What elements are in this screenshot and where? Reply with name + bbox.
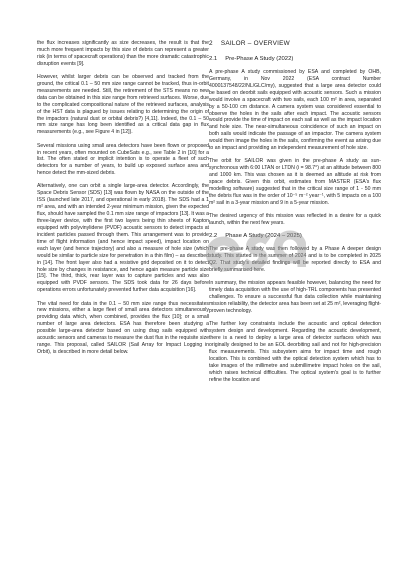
subsection-title: Pre-Phase A Study (2022) [225,56,294,62]
body-paragraph: A pre-phase A study commissioned by ESA and completed by OHB, Germany, in Nov 2022 (ESA contract Number 4000137548/22/NL/GLC/my), suggested that a large area detector could be based on deorbit sails equipped with acoustic sensors. Such a mission would involve a spacecraft with two sails, each 100 m² in area, separated by a 50-100 cm distance. A camera system was considered essential to observe the holes in the sails after each impact. The acoustic sensors would provide the time of impact on each sail as well as the impact location and hole size. The near-simultaneous coincidence of such an impact on both sails would indicate the passage of an impactor. The camera system would then image the holes in the sails, confirming the event as arising due to an impact and providing an independent measurement of hole size. [209,69,381,152]
body-paragraph: In summary, the mission appears feasible however, balancing the need for timely data acquisition with the use of high-TRL components has presented challenges. To ensure a successful flux data collection while maintaining mission reliability, the detector area has been set at 25 m², leveraging flight-proven technology. [209,280,381,314]
section-heading [209,40,381,48]
subsection-number: 2.1 [209,56,218,62]
body-paragraph: However, whilst larger debris can be observed and tracked from the ground, the critical 0.1 – 50 mm size range cannot be tracked, thus in-orbit measurements are needed. Still, the retirement of the STS means no new data can be obtained in this size range from retrieved surfaces. Worse, due to the complicated compositional nature of the retrieved surfaces, analysis of the HST data is plagued by issues relating to determining the origin of the impactors (natural dust or orbital debris?) [4,11]. Indeed, the 0.1 – 50 mm size range has long been identified as a critical data gap in flux measurements (e.g., see Figure 4 in [12]). [37,73,209,136]
section-title: SAILOR – OVERVIEW [220,40,290,47]
body-paragraph: the flux increases significantly as size decreases, the result is that the much more frequent impacts by this size of debris can represent a greater risk (in terms of spacecraft operations) than the more dramatic catastrophic disruption events [9]. [37,40,209,67]
body-paragraph: The orbit for SAILOR was given in the pre-phase A study as sun-synchronous with 6:00 LTAN or LTDN (i = 98.7°) at an altitude between 800 and 1000 km. This was chosen as it is deemed an altitude at risk from space debris. Given this orbit, estimates from MASTER (ESA's flux modelling software) suggested that in the critical size range of 1 - 50 mm the debris flux was in the order of 10⁻⁵ m⁻² year⁻¹, with 5 impacts on a 100 m² sail in a 3-year mission and 9 in a 5-year mission. [209,158,381,206]
body-paragraph: Alternatively, one can orbit a single large-area detector. Accordingly, the Space Debris Sensor (SDS) [13] was flown by NASA on the outside of the ISS (launched late 2017, and operational in early 2018). The SDS had a 1 m² area, and with an intended 2-year minimum mission, given the expected flux, should have sampled the 0.1 mm size range of impactors [13]. It was a three-layer device, with the first two layers being thin sheets of Kapton equipped with polyvinylidene (PVDF) acoustic sensors to detect impacts at incident particles passed through them. This arrangement was to provide time of flight information (and hence impact speed), impact location on each layer (and hence trajectory) and also a measure of hole size (which would be similar to particle size for penetration in a thin film) – as described in [14]. The front layer also had a resistive grid deposited on it to detect hole size by changes in resistance, and hence again measure particle size [15]. The third, thick, rear layer was to capture particles and was also equipped with PVDF sensors. The SDS took data for 26 days before operations errors unfortunately prevented further data acquisition [16]. [37,183,209,294]
left-column [37,40,209,362]
body-paragraph: The desired urgency of this mission was reflected in a desire for a quick launch, within the next few years. [209,213,381,227]
body-paragraph: The further key constraints include the acoustic and optical detection system design and development. Regarding the acoustic development, there is a need to deploy a large area of detector surfaces which was originally designed to be an EOL deorbiting sail and not for high-precision flux measurements. This subsystem aims for impact time and rough location. This is combined with the optical detection system which has to take images of the millimetre and submillimetre impact holes on the sail, which raises technical difficulties. The optical system's goal is to further refine the location and [209,321,381,383]
section-number: 2 [209,40,213,47]
subsection-title: Phase A Study (2024 – 2025) [225,233,302,240]
subsection-number: 2.2 [209,233,218,240]
subsection-heading [209,56,381,64]
body-paragraph: The vital need for data in the 0.1 – 50 mm size range thus necessitates new missions, either a large fleet of small area detectors simultaneously providing data which, when combined, provides the flux [10]; or a small number of large area detectors. ESA has therefore been studying a possible large-area detector based on using drag sails equipped with acoustic sensors and cameras to measure the dust flux in the requisite size range. This proposal, called SAILOR (Sail Array for Impact Logging in Orbit), is described in more detail below. [37,300,209,355]
right-column [209,40,381,390]
body-paragraph: Several missions using small area detectors have been flown or proposed in recent years, often mounted on CubeSats e.g., see Table 2 in [10] for a list. The often stated or implicit intention is to operate a fleet of such detectors for a number of years, to build up exposed surface area and hence detect the mm-sized debris. [37,142,209,177]
body-paragraph: The pre-phase A study was then followed by a Phase A deeper design study. This started in the summer of 2024 and is to be completed in 2025 Q2. That study's detailed findings will be reported directly to ESA and briefly summarised here. [209,246,381,274]
subsection-heading [209,233,381,241]
